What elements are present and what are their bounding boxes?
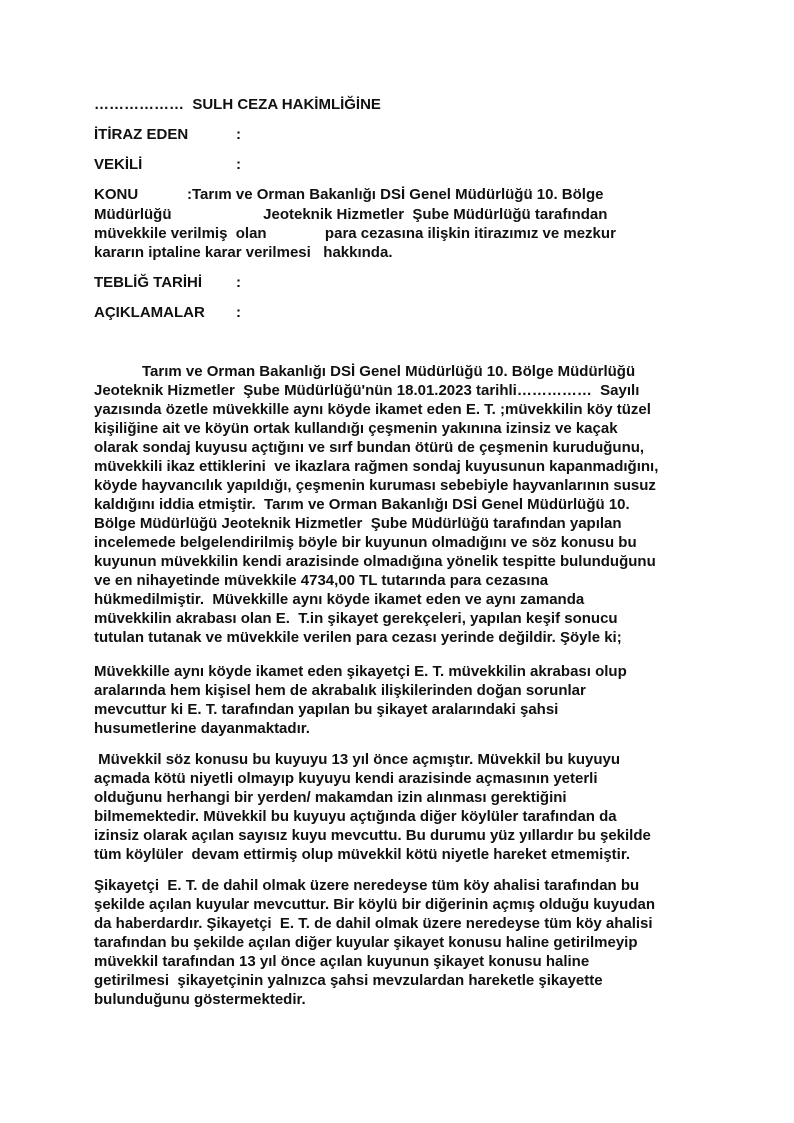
paragraph-line: şekilde açılan kuyular mevcuttur. Bir köylü bir diğerinin açmış olduğu kuyudan (94, 896, 655, 913)
paragraph-line: bilmemektedir. Müvekkil bu kuyuyu açtığında diğer köylüler tarafından da (94, 808, 617, 825)
paragraph-line: müvekkil tarafından 13 yıl önce açılan kuyunun şikayet konusu haline (94, 953, 590, 970)
itiraz-eden-colon: : (236, 126, 241, 143)
paragraph-line: incelemede belgelendirilmiş böyle bir kuyunun olmadığını ve söz konusu bu (94, 534, 637, 551)
paragraph-line: Müvekkille aynı köyde ikamet eden şikayetçi E. T. müvekkilin akrabası olup (94, 663, 627, 680)
paragraph-line: da haberdardır. Şikayetçi E. T. de dahil olmak üzere neredeyse tüm köy ahalisi (94, 915, 653, 932)
paragraph-line: kişiliğine ait ve köyün ortak kullandığı çeşmenin yakınına izinsiz ve kaçak (94, 420, 618, 437)
paragraph-line: yazısında özetle müvekkille aynı köyde ikamet eden E. T. ;müvekkilin köy tüzel (94, 401, 651, 418)
paragraph-line: Jeoteknik Hizmetler Şube Müdürlüğü'nün 18.01.2023 tarihli…………… Sayılı (94, 382, 640, 399)
paragraph-2 (94, 662, 704, 738)
paragraph-line: bulunduğunu göstermektedir. (94, 991, 306, 1008)
paragraph-line: köyde hayvancılık yapıldığı, çeşmenin kuruması sebebiyle hayvanlarının susuz (94, 477, 656, 494)
paragraph-line: tutulan tutanak ve müvekkile verilen para cezası yerinde değildir. Şöyle ki; (94, 629, 622, 646)
paragraph-line: tüm köylüler devam ettirmiş olup müvekkil kötü niyetle hareket etmemiştir. (94, 846, 631, 863)
paragraph-3 (94, 750, 704, 864)
paragraph-line: müvekkili ikaz ettiklerini ve ikazlara rağmen sondaj kuyusunun kapanmadığını, (94, 458, 659, 475)
vekili-colon: : (236, 156, 241, 173)
paragraph-4 (94, 876, 704, 1009)
konu-label: KONU (94, 186, 139, 203)
paragraph-line: getirilmesi şikayetçinin yalnızca şahsi mevzulardan hareketle şikayette (94, 972, 603, 989)
vekili-label: VEKİLİ (94, 156, 143, 173)
paragraph-1 (94, 362, 704, 647)
konu-line: :Tarım ve Orman Bakanlığı DSİ Genel Müdürlüğü 10. Bölge (187, 186, 604, 203)
paragraph-line: Bölge Müdürlüğü Jeoteknik Hizmetler Şube Müdürlüğü tarafından yapılan (94, 515, 622, 532)
paragraph-line: kuyunun müvekkilin kendi arazisinde olmadığına yönelik tespitte bulunduğunu (94, 553, 656, 570)
paragraph-line: olduğunu herhangi bir yerden/ makamdan izin alınması gerektiğini (94, 789, 567, 806)
paragraph-line: husumetlerine dayanmaktadır. (94, 720, 310, 737)
paragraph-line: olarak sondaj kuyusu açtığını ve sırf bundan ötürü de çeşmenin kuruduğunu, (94, 439, 645, 456)
paragraph-line: Müvekkil söz konusu bu kuyuyu 13 yıl önce açmıştır. Müvekkil bu kuyuyu (94, 751, 620, 768)
konu-line: kararın iptaline karar verilmesi hakkında. (94, 244, 393, 261)
konu-line: Müdürlüğü Jeoteknik Hizmetler Şube Müdürlüğü tarafından (94, 206, 608, 223)
itiraz-eden-label: İTİRAZ EDEN (94, 126, 189, 143)
paragraph-line: izinsiz olarak açılan sayısız kuyu mevcuttu. Bu durumu yüz yıllardır bu şekilde (94, 827, 651, 844)
court-heading: ……………… SULH CEZA HAKİMLİĞİNE (94, 96, 381, 113)
paragraph-line: mevcuttur ki E. T. tarafından yapılan bu şikayet aralarındaki şahsi (94, 701, 559, 718)
teblig-tarihi-colon: : (236, 274, 241, 291)
paragraph-line: hükmedilmiştir. Müvekkille aynı köyde ikamet eden ve aynı zamanda (94, 591, 585, 608)
teblig-tarihi-label: TEBLİĞ TARİHİ (94, 274, 203, 291)
aciklamalar-label: AÇIKLAMALAR (94, 304, 205, 321)
paragraph-line: Şikayetçi E. T. de dahil olmak üzere neredeyse tüm köy ahalisi tarafından bu (94, 877, 640, 894)
paragraph-line: ve en nihayetinde müvekkile 4734,00 TL tutarında para cezasına (94, 572, 549, 589)
paragraph-line: aralarında hem kişisel hem de akrabalık ilişkilerinden doğan sorunlar (94, 682, 586, 699)
paragraph-line: kaldığını iddia etmiştir. Tarım ve Orman Bakanlığı DSİ Genel Müdürlüğü 10. (94, 496, 630, 513)
paragraph-line: açmada kötü niyetli olmayıp kuyuyu kendi arazisinde açmasının yeterli (94, 770, 598, 787)
paragraph-line: müvekkilin akrabası olan E. T.in şikayet gerekçeleri, yapılan keşif sonucu (94, 610, 618, 627)
paragraph-line: Tarım ve Orman Bakanlığı DSİ Genel Müdürlüğü 10. Bölge Müdürlüğü (142, 363, 636, 380)
aciklamalar-colon: : (236, 304, 241, 321)
paragraph-line: tarafından bu şekilde açılan diğer kuyular şikayet konusu haline getirilmeyip (94, 934, 638, 951)
konu-line: müvekkile verilmiş olan para cezasına ilişkin itirazımız ve mezkur (94, 225, 616, 242)
